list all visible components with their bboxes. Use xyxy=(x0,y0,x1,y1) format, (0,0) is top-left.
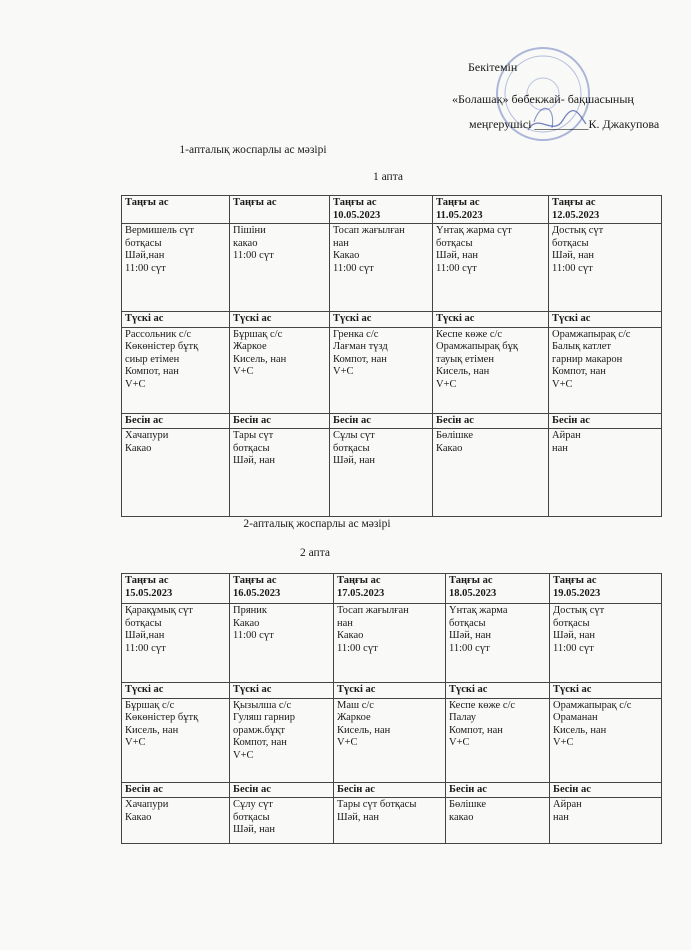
week1-snack-header: Бесін ас xyxy=(230,413,330,429)
week2-lunch-header: Түскі ас xyxy=(122,683,230,699)
week2-breakfast-header: Таңғы ас 18.05.2023 xyxy=(446,574,550,604)
week1-lunch-cell: Рассольник с/с Көкөністер бұтқ сиыр етімен Компот, нан V+C xyxy=(122,327,230,413)
week2-title: 2-апталық жоспарлы ас мәзірі xyxy=(243,518,391,530)
week1-breakfast-cell: Достық сүт ботқасы Шәй, нан 11:00 сүт xyxy=(549,224,662,312)
week2-breakfast-cell: Достық сүт ботқасы Шәй, нан 11:00 сүт xyxy=(550,604,662,683)
week1-breakfast-cell: Пішіни какао 11:00 сүт xyxy=(230,224,330,312)
approval-line-3: меңгерушісі _________К. Джакупова xyxy=(469,117,660,131)
week2-snack-cell: Бөлішке какао xyxy=(446,798,550,844)
week2-menu-table xyxy=(121,573,662,844)
week1-lunch-cell: Гренка с/с Лағман түзд Компот, нан V+C xyxy=(330,327,433,413)
week1-breakfast-cell: Үнтақ жарма сүт ботқасы Шәй, нан 11:00 сүт xyxy=(433,224,549,312)
week2-snack-header: Бесін ас xyxy=(334,782,446,798)
week2-snack-cell: Тары сүт ботқасы Шәй, нан xyxy=(334,798,446,844)
week2-snack-cell: Сұлу сүт ботқасы Шәй, нан xyxy=(230,798,334,844)
week1-breakfast-cell: Тосап жағылған нан Какао 11:00 сүт xyxy=(330,224,433,312)
approval-line-1: Бекітемін xyxy=(468,60,518,74)
week1-snack-cell: Хачапури Какао xyxy=(122,429,230,517)
week2-breakfast-header: Таңғы ас 19.05.2023 xyxy=(550,574,662,604)
week2-breakfast-cell: Үнтақ жарма ботқасы Шәй, нан 11:00 сүт xyxy=(446,604,550,683)
week1-breakfast-cell: Вермишель сүт ботқасы Шәй,нан 11:00 сүт xyxy=(122,224,230,312)
week2-snack-cell: Хачапури Какао xyxy=(122,798,230,844)
week1-breakfast-header: Таңғы ас xyxy=(122,196,230,224)
week1-lunch-header: Түскі ас xyxy=(330,312,433,328)
week1-snack-cell: Айран нан xyxy=(549,429,662,517)
week1-lunch-cell: Кеспе көже с/с Орамжапырақ бұқ тауық етімен Кисель, нан V+C xyxy=(433,327,549,413)
week2-breakfast-header: Таңғы ас 16.05.2023 xyxy=(230,574,334,604)
week1-lunch-header: Түскі ас xyxy=(122,312,230,328)
week2-breakfast-header: Таңғы ас 15.05.2023 xyxy=(122,574,230,604)
week2-lunch-cell: Бұршақ с/с Көкөністер бұтқ Кисель, нан V+C xyxy=(122,698,230,782)
week2-breakfast-cell: Қарақұмық сүт ботқасы Шәй,нан 11:00 сүт xyxy=(122,604,230,683)
week2-breakfast-header: Таңғы ас 17.05.2023 xyxy=(334,574,446,604)
week1-lunch-cell: Орамжапырақ с/с Балық катлет гарнир макарон Компот, нан V+C xyxy=(549,327,662,413)
approval-line-2: «Болашақ» бөбекжай- бақшасының xyxy=(452,92,634,106)
week2-lunch-cell: Қызылша с/с Гуляш гарнир орамж.бұқт Компот, нан V+C xyxy=(230,698,334,782)
week1-lunch-header: Түскі ас xyxy=(433,312,549,328)
week2-lunch-header: Түскі ас xyxy=(334,683,446,699)
week2-lunch-cell: Орамжапырақ с/с Ораманан Кисель, нан V+C xyxy=(550,698,662,782)
week1-breakfast-header: Таңғы ас 10.05.2023 xyxy=(330,196,433,224)
week1-snack-header: Бесін ас xyxy=(330,413,433,429)
week2-snack-header: Бесін ас xyxy=(122,782,230,798)
week1-snack-header: Бесін ас xyxy=(433,413,549,429)
week2-lunch-header: Түскі ас xyxy=(446,683,550,699)
week1-subtitle: 1 апта xyxy=(372,171,403,183)
week1-breakfast-header: Таңғы ас xyxy=(230,196,330,224)
week2-snack-header: Бесін ас xyxy=(230,782,334,798)
week1-snack-cell: Тары сүт ботқасы Шәй, нан xyxy=(230,429,330,517)
week1-lunch-header: Түскі ас xyxy=(549,312,662,328)
week1-snack-cell: Сұлы сүт ботқасы Шәй, нан xyxy=(330,429,433,517)
week1-breakfast-header: Таңғы ас 12.05.2023 xyxy=(549,196,662,224)
week1-title: 1-апталық жоспарлы ас мәзірі xyxy=(179,144,327,156)
week2-lunch-header: Түскі ас xyxy=(550,683,662,699)
week1-snack-header: Бесін ас xyxy=(549,413,662,429)
week2-subtitle: 2 апта xyxy=(299,547,330,559)
week2-breakfast-cell: Пряник Какао 11:00 сүт xyxy=(230,604,334,683)
week1-lunch-header: Түскі ас xyxy=(230,312,330,328)
week1-lunch-cell: Бұршақ с/с Жаркое Кисель, нан V+C xyxy=(230,327,330,413)
week1-snack-header: Бесін ас xyxy=(122,413,230,429)
week2-snack-cell: Айран нан xyxy=(550,798,662,844)
week2-lunch-header: Түскі ас xyxy=(230,683,334,699)
week1-breakfast-header: Таңғы ас 11.05.2023 xyxy=(433,196,549,224)
week2-breakfast-cell: Тосап жағылған нан Какао 11:00 сүт xyxy=(334,604,446,683)
week2-lunch-cell: Кеспе көже с/с Палау Компот, нан V+C xyxy=(446,698,550,782)
week2-snack-header: Бесін ас xyxy=(550,782,662,798)
week2-lunch-cell: Маш с/с Жаркое Кисель, нан V+C xyxy=(334,698,446,782)
week1-menu-table xyxy=(121,195,662,517)
week2-snack-header: Бесін ас xyxy=(446,782,550,798)
week1-snack-cell: Бөлішке Какао xyxy=(433,429,549,517)
